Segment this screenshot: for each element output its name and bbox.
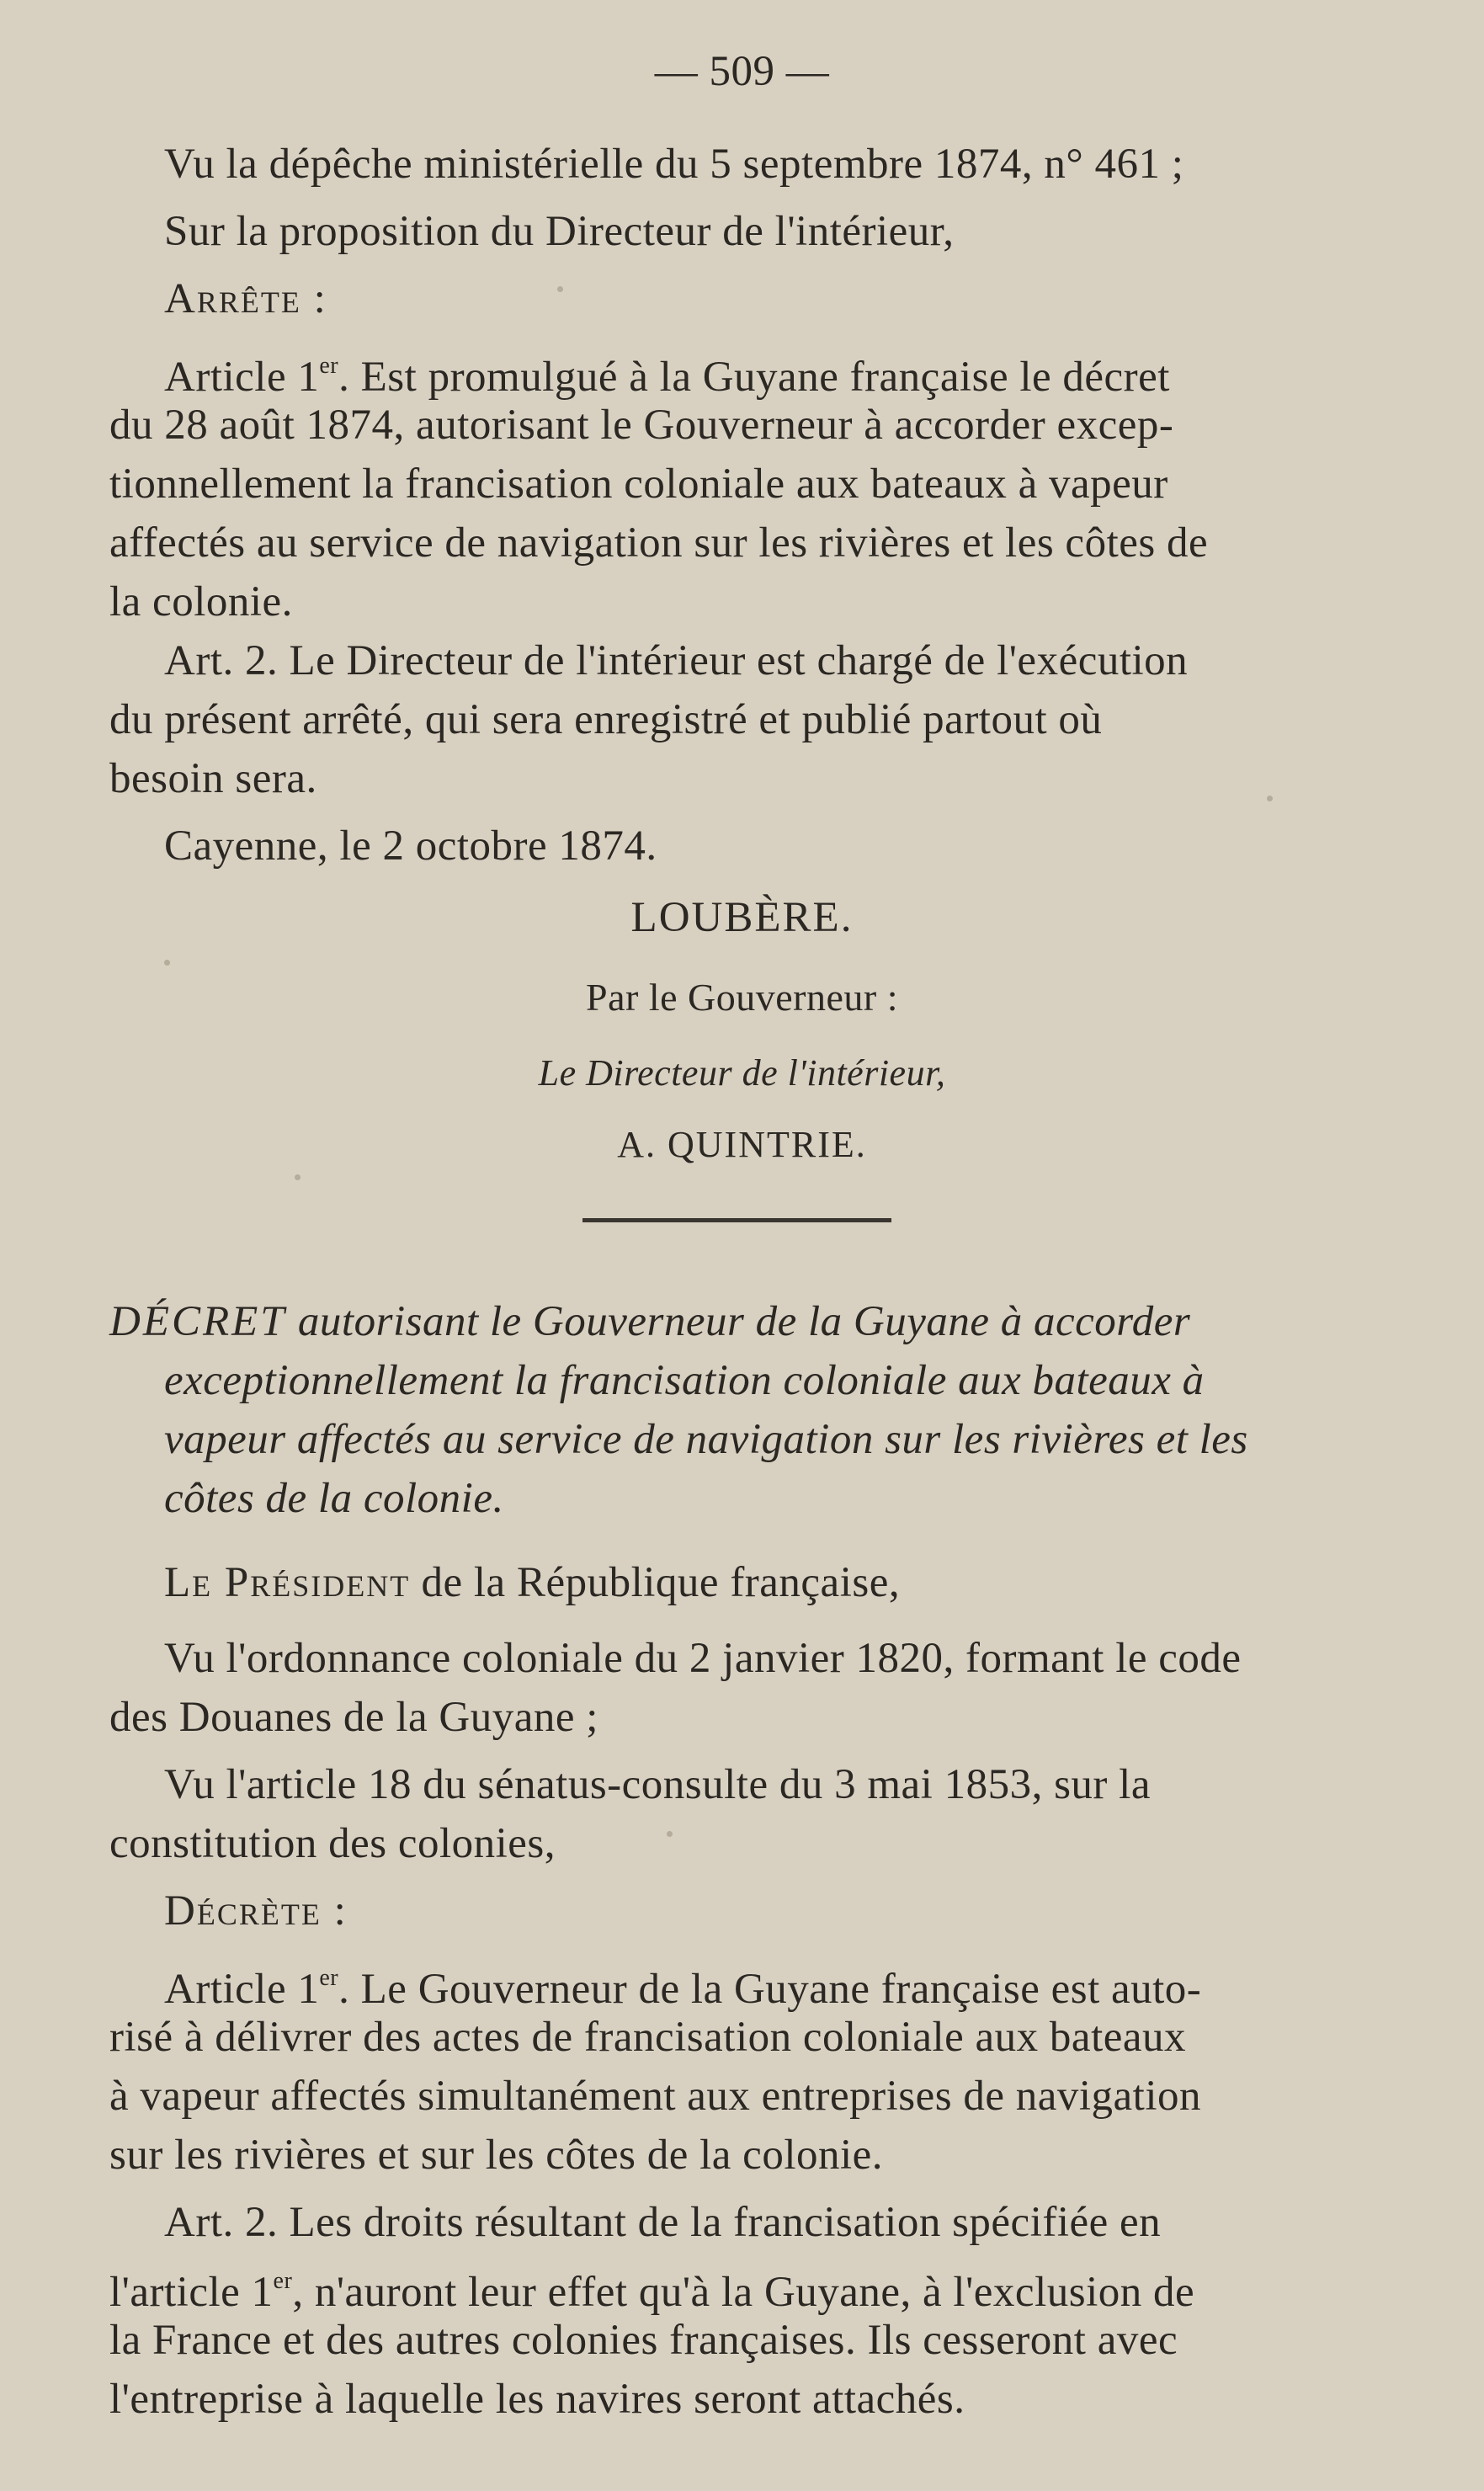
arrete-heading: Arrête : — [164, 275, 327, 322]
decret-article1-line: risé à délivrer des actes de francisation coloniale aux bateaux — [109, 2014, 1187, 2061]
vu-ordonnance-line: Vu l'ordonnance coloniale du 2 janvier 1820, formant le code — [164, 1635, 1242, 1682]
paper-speck — [295, 1174, 301, 1180]
page-number: — 509 — — [654, 48, 830, 95]
decret-article2-second: l'article 1er, n'auront leur effet qu'à la Guyane, à l'exclusion de — [109, 2268, 1195, 2317]
decret-article1-line: à vapeur affectés simultanément aux entreprises de navigation — [109, 2073, 1201, 2120]
decret-title-line: exceptionnellement la francisation coloniale aux bateaux à — [164, 1357, 1205, 1404]
decret-title-line: côtes de la colonie. — [164, 1475, 504, 1522]
decret-article1-line: sur les rivières et sur les côtes de la colonie. — [109, 2132, 884, 2179]
arrete-article1-first: Article 1er. Est promulgué à la Guyane française le décret — [164, 353, 1170, 402]
director-title: Le Directeur de l'intérieur, — [538, 1052, 946, 1094]
arrete-article2-line: du présent arrêté, qui sera enregistré et publié partout où — [109, 696, 1103, 743]
vu-senatus-line: constitution des colonies, — [109, 1820, 556, 1867]
paper-speck — [557, 286, 563, 292]
decret-article1-first: Article 1er. Le Gouverneur de la Guyane française est auto- — [164, 1965, 1202, 2014]
vu-ordonnance-line: des Douanes de la Guyane ; — [109, 1694, 598, 1741]
arrete-article2-line: besoin sera. — [109, 755, 317, 802]
decret-title-line: vapeur affectés au service de navigation sur les rivières et les — [164, 1416, 1248, 1463]
section-divider — [582, 1218, 891, 1222]
governor-signature: LOUBÈRE. — [630, 894, 854, 941]
place-date: Cayenne, le 2 octobre 1874. — [164, 822, 657, 870]
by-governor-line: Par le Gouverneur : — [586, 976, 898, 1019]
arrete-article1-line: affectés au service de navigation sur les rivières et les côtes de — [109, 519, 1209, 567]
decret-article2-line: l'entreprise à laquelle les navires seront attachés. — [109, 2376, 965, 2423]
paper-speck — [667, 1831, 673, 1837]
arrete-article1-line: du 28 août 1874, autorisant le Gouverneur à accorder excep- — [109, 402, 1174, 449]
proposition-line: Sur la proposition du Directeur de l'intérieur, — [164, 208, 955, 255]
paper-speck — [1267, 796, 1273, 801]
vu-depeche-line: Vu la dépêche ministérielle du 5 septembre 1874, n° 461 ; — [164, 141, 1184, 188]
decret-title-first: DÉCRET autorisant le Gouverneur de la Guyane à accorder — [109, 1298, 1191, 1345]
decrete-heading: Décrète : — [164, 1887, 348, 1935]
director-name: A. QUINTRIE. — [617, 1124, 867, 1165]
arrete-article1-line: la colonie. — [109, 578, 293, 625]
vu-senatus-line: Vu l'article 18 du sénatus-consulte du 3 mai 1853, sur la — [164, 1761, 1151, 1808]
president-line: Le Président de la République française, — [164, 1559, 901, 1606]
decret-article2-first: Art. 2. Les droits résultant de la francisation spécifiée en — [164, 2199, 1162, 2246]
decret-article2-line: la France et des autres colonies françaises. Ils cesseront avec — [109, 2317, 1178, 2364]
arrete-article2-line: Art. 2. Le Directeur de l'intérieur est chargé de l'exécution — [164, 637, 1189, 684]
arrete-article1-line: tionnellement la francisation coloniale aux bateaux à vapeur — [109, 460, 1168, 508]
paper-speck — [164, 960, 170, 966]
